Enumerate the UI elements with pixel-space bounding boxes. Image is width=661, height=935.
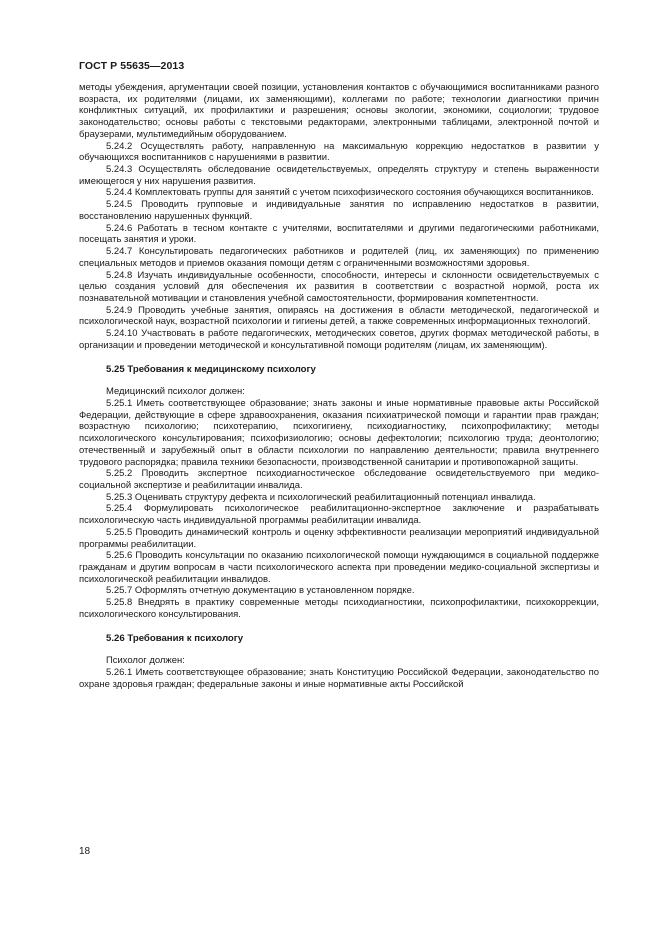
paragraph-5-25-4: 5.25.4 Формулировать психологическое реабилитационно-экспертное заключение и разрабатывать психологическую часть индивидуальной программы реабилитации инвалида. [79, 503, 599, 527]
paragraph-5-25-2: 5.25.2 Проводить экспертное психодиагностическое обследование освидетельствуемого при медико-социальной экспертизе и реабилитации инвалида. [79, 468, 599, 491]
paragraph-5-24-2: 5.24.2 Осуществлять работу, направленную на максимальную коррекцию недостатков в развитии у обучающихся воспитанников с нарушениями в развитии. [79, 140, 599, 164]
section-5-25-intro: Медицинский психолог должен: [106, 386, 245, 398]
paragraph-5-25-1: 5.25.1 Иметь соответствующее образование; знать законы и иные нормативные правовые акты Российской Федерации, действующие в сфере здравоохранения, оказания психиатрической помощи и гарантии прав граждан; возрастную психологию; психотерапию, психогигиену, психодиагностику, психопрофилактику; методы психологического консультирования; психофизиологию; основы дефектологии; психологию труда; деонтологию; отечественный и зарубежный опыт в области психологии по направлению деятельности; правила внутреннего трудового распорядка; правила техники безопасности, производственной санитарии и противопожарной защиты. [79, 397, 599, 468]
document-code-header: ГОСТ Р 55635—2013 [79, 60, 185, 72]
paragraph-5-25-3: 5.25.3 Оценивать структуру дефекта и психологический реабилитационный потенциал инвалида. [106, 491, 536, 503]
paragraph-5-25-8: 5.25.8 Внедрять в практику современные методы психодиагностики, психопрофилактики, психокоррекции, психологического консультирования. [79, 597, 599, 620]
paragraph-5-24-6: 5.24.6 Работать в тесном контакте с учителями, воспитателями и другими педагогическими работниками, посещать занятия и уроки. [79, 222, 599, 246]
paragraph-5-24-8: 5.24.8 Изучать индивидуальные особенности, способности, интересы и склонности освидетельствуемых с целью создания условий для обеспечения их развития в соответствии с возрастной нормой, роста их познавательной мотивации и становления учебной самостоятельности, формирования компетентности. [79, 269, 599, 304]
paragraph-5-24-4: 5.24.4 Комплектовать группы для занятий с учетом психофизического состояния обучающихся воспитанников. [106, 187, 594, 199]
paragraph-5-25-5: 5.25.5 Проводить динамический контроль и оценку эффективности реализации мероприятий индивидуальной программы реабилитации. [79, 526, 599, 550]
section-heading-5-25: 5.25 Требования к медицинскому психологу [106, 363, 316, 375]
page-content [79, 82, 599, 691]
paragraph-5-24-9: 5.24.9 Проводить учебные занятия, опираясь на достижения в области методической, педагогической и психологической наук, возрастной психологии и гигиены детей, а также современных информационных технологий. [79, 304, 599, 328]
section-heading-5-26: 5.26 Требования к психологу [106, 632, 244, 644]
paragraph-5-24-10: 5.24.10 Участвовать в работе педагогических, методических советов, других формах методической работы, в организации и проведении методической и консультативной помощи родителям (лицам, их заменяющим). [79, 328, 599, 351]
paragraph-5-24-1-continuation: методы убеждения, аргументации своей позиции, установления контактов с обучающимися воспитанниками разного возраста, их родителями (лицами, их заменяющими), коллегами по работе; технологии диагностики причин конфликтных ситуаций, их профилактики и разрешения; основы экологии, экономики, социологии; трудовое законодательство; основы работы с текстовыми редакторами, электронными таблицами, электронной почтой и браузерами, мультимедийным оборудованием. [79, 82, 599, 140]
paragraph-5-25-6: 5.25.6 Проводить консультации по оказанию психологической помощи нуждающимся в социальной поддержке гражданам и другим вопросам в части психологического аспекта при проведении медико-социальной экспертизы и психологической реабилитации инвалидов. [79, 550, 599, 585]
paragraph-5-25-7: 5.25.7 Оформлять отчетную документацию в установленном порядке. [106, 585, 415, 597]
paragraph-5-24-3: 5.24.3 Осуществлять обследование освидетельствуемых, определять структуру и степень выраженности имеющегося у них нарушения развития. [79, 164, 599, 187]
section-5-26-intro: Психолог должен: [106, 655, 185, 667]
paragraph-5-24-5: 5.24.5 Проводить групповые и индивидуальные занятия по исправлению недостатков в развитии, восстановлению нарушенных функций. [79, 199, 599, 222]
page-number: 18 [79, 846, 91, 857]
paragraph-5-24-7: 5.24.7 Консультировать педагогических работников и родителей (лиц, их заменяющих) по применению специальных методов и приемов оказания помощи детям с ограниченными возможностями здоровья. [79, 246, 599, 269]
paragraph-5-26-1: 5.26.1 Иметь соответствующее образование; знать Конституцию Российской Федерации, законодательство по охране здоровья граждан; федеральные законы и иные нормативные акты Российской [79, 667, 599, 690]
